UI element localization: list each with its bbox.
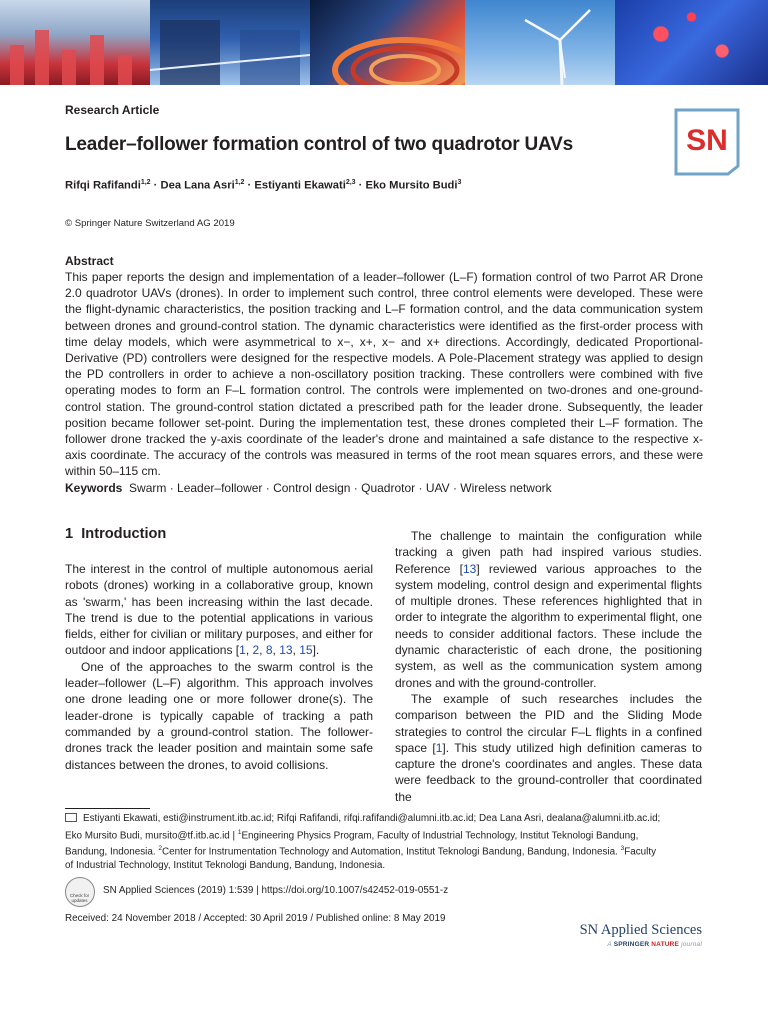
envelope-icon <box>65 813 77 822</box>
author-footnote: Estiyanti Ekawati, esti@instrument.itb.ac.id; Rifqi Rafifandi, rifqi.rafifandi@alumni.itb.ac.id; Dea Lana Asri, dealana@alumni.itb.ac.id; Eko Mursito Budi, mursito@tf.itb.ac.id | $^1$Engineering Physics Program, Faculty of Industrial Technology, Institut Teknologi Bandung, Bandung, Indonesia. $^2$Center for Instrumentation Technology and Automation, Institut Teknologi Bandung, Bandung, Indonesia. $^3$Faculty of Industrial Technology, Institut Teknologi Bandung, Bandung, Indonesia. <box>65 813 661 872</box>
abstract-text: This paper reports the design and implementation of a leader–follower (L–F) formation control of two Parrot AR Drone 2.0 quadrotor UAVs (drones). In order to implement such control, three control elements were developed. These were the flight-dynamic characteristics, the position tracking and L–F formation control, and the data communication system between drones and ground-control station. The dynamic characteristics were identified as the first-order process with time delay models, which were asymmetrical to x−, x+, x− and x+ directions. Accordingly, dedicated Proportional-Derivative (PD) controllers were designed for the respective models. A Pole-Placement strategy was applied to design the PD controllers in order to achieve a non-oscillatory position tracking. These controllers were combined with five operating modes to form an F–L formation control. The controls were implemented on two-drones and one-ground-control station. The ground-control station dictated a prescribed path for the leader drone. Subsequently, the leader position became follower set-point. During the implementation test, these drones completed their L–F formation. The follower drone tracked the y-axis coordinate of the leader's drone and maintained a safe distance to the respective x-axis coordinate. The accuracy of the controls was measured in terms of the root mean squares errors, and these were within 50–115 cm. <box>65 270 703 479</box>
reference-link[interactable]: 13 <box>462 561 477 576</box>
industrial-coil-image <box>310 0 465 85</box>
intro-column-right <box>395 528 702 805</box>
sn-logo-icon <box>672 106 742 176</box>
reference-link[interactable]: 8 <box>265 643 273 658</box>
keywords <box>65 481 552 495</box>
author-affiliation: 2,3 <box>345 179 356 186</box>
footnote-divider <box>65 808 150 809</box>
article-dates: Received: 24 November 2018 / Accepted: 30 April 2019 / Published online: 8 May 2019 <box>65 913 446 924</box>
author-name[interactable]: Estiyanti Ekawati <box>254 179 346 192</box>
sn-logo-text: SN <box>686 124 728 157</box>
copyright-notice: © Springer Nature Switzerland AG 2019 <box>65 218 235 229</box>
reference-link[interactable]: 1 <box>435 740 443 755</box>
abstract-heading: Abstract <box>65 254 114 268</box>
particles-image <box>615 0 768 85</box>
paragraph: The challenge to maintain the configuration while tracking a given path had inspired various studies. Reference [13] reviewed various approaches to the system modeling, control design and experimental flights of multiple drones. These references highlighted that in order to integrate the algorithm to experimental flight, one needs to consider additional factors. These include the dynamic characteristic of each drone, the positioning system, as well as the communication system among drones and with the ground-controller. <box>395 529 702 690</box>
keywords-list: Swarm · Leader–follower · Control design · Quadrotor · UAV · Wireless network <box>129 481 552 495</box>
author-name[interactable]: Eko Mursito Budi <box>365 179 458 192</box>
article-type: Research Article <box>65 103 160 117</box>
paragraph: The interest in the control of multiple autonomous aerial robots (drones) working in a collaborative group, known as 'swarm,' has been increasing within the last decade. The trend is due to the potential applications in various fields, either for civilian or military purposes, and either for outdoor and indoor applications [1, 2, 8, 13, 15]. <box>65 562 373 658</box>
keywords-label: Keywords <box>65 481 123 495</box>
article-title: Leader–follower formation control of two quadrotor UAVs <box>65 134 574 155</box>
author-affiliation: 1,2 <box>234 179 245 186</box>
reference-link[interactable]: 1 <box>239 643 246 658</box>
citation-line[interactable]: SN Applied Sciences (2019) 1:539 | https://doi.org/10.1007/s42452-019-0551-z <box>103 885 449 896</box>
author-affiliation: 1,2 <box>140 179 151 186</box>
paragraph: The example of such researches includes the comparison between the PID and the Sliding Mode strategies to control the circular F–L flights in a confined space [1]. This study utilized high definition cameras to capture the drone's coordinates and angles. These data were feedback to the ground-controller that coordinated the <box>395 691 702 804</box>
reference-link[interactable]: 2 <box>252 643 260 658</box>
header-banner <box>0 0 768 85</box>
section-number: 1 <box>65 526 74 542</box>
reference-link[interactable]: 13 <box>279 643 293 658</box>
author-name[interactable]: Dea Lana Asri <box>160 179 235 192</box>
engineering-image <box>150 0 310 85</box>
section-title: Introduction <box>81 526 167 542</box>
author-list: Rifqi Rafifandi$^{1,2}$ · Dea Lana Asri$^{1,2}$ · Estiyanti Ekawati$^{2,3}$ · Eko Mursito Budi$^3$ <box>65 179 462 192</box>
intro-column-left <box>65 561 373 773</box>
reference-link[interactable]: 15 <box>299 643 313 658</box>
author-affiliation: 3 <box>457 179 462 186</box>
author-name[interactable]: Rifqi Rafifandi <box>65 179 141 192</box>
check-for-updates-label: Check for updates <box>69 893 90 903</box>
journal-name: SN Applied Sciences <box>579 922 702 938</box>
wind-turbine-image <box>465 0 615 85</box>
publisher-line: A SPRINGER NATURE journal <box>607 941 702 948</box>
section-heading <box>65 526 166 542</box>
paragraph: One of the approaches to the swarm control is the leader–follower (L–F) algorithm. This approach involves one drone leading one or more follower drone(s). The leader-drone is typically capable of tracking a path commanded by a ground-control station. The follower-drones track the leader position and maintain some safe distances between the drones, to avoid collisions. <box>65 659 373 772</box>
laboratory-image <box>0 0 150 85</box>
